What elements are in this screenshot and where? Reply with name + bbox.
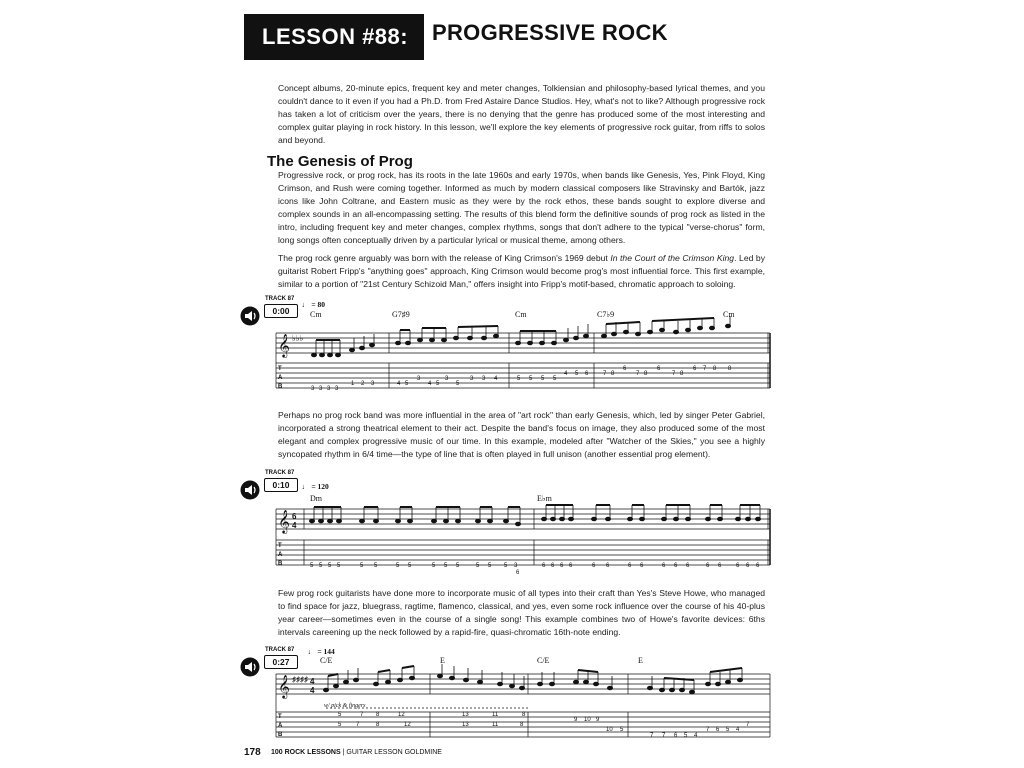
svg-text:𝄞: 𝄞: [278, 333, 290, 357]
svg-text:T: T: [278, 714, 282, 720]
svg-text:3: 3: [470, 376, 474, 382]
tempo-marking: ♩ = 80: [302, 300, 326, 309]
svg-text:7: 7: [703, 366, 707, 372]
svg-text:2: 2: [361, 381, 365, 387]
svg-text:5: 5: [408, 563, 412, 569]
svg-text:6: 6: [585, 371, 589, 377]
svg-text:6: 6: [674, 563, 678, 569]
svg-text:6: 6: [551, 563, 555, 569]
svg-text:4: 4: [494, 376, 498, 382]
svg-text:3: 3: [482, 376, 486, 382]
chord-symbol: E: [440, 656, 445, 665]
svg-text:5: 5: [360, 563, 364, 569]
page-number: 178: [244, 747, 261, 758]
para2-text-a: The prog rock genre arguably was born with the release of King Crimson's 1969 debut: [278, 253, 611, 263]
svg-text:7: 7: [746, 722, 750, 728]
lesson-title: PROGRESSIVE ROCK: [432, 20, 668, 45]
svg-text:6: 6: [560, 563, 564, 569]
svg-text:5: 5: [620, 727, 624, 733]
svg-text:5: 5: [405, 381, 409, 387]
svg-text:3: 3: [514, 563, 518, 569]
svg-text:6: 6: [736, 563, 740, 569]
series-name: GUITAR LESSON GOLDMINE: [346, 749, 442, 756]
svg-text:1: 1: [351, 381, 355, 387]
album-title: In the Court of the Crimson King: [610, 253, 735, 263]
svg-text:8: 8: [713, 366, 717, 372]
book-title: 100 ROCK LESSONS: [271, 749, 341, 756]
svg-text:5: 5: [488, 563, 492, 569]
svg-text:B: B: [278, 561, 283, 567]
svg-text:7: 7: [706, 727, 710, 733]
svg-text:6: 6: [569, 563, 573, 569]
svg-text:5: 5: [319, 563, 323, 569]
svg-text:13: 13: [462, 712, 469, 718]
track-label: TRACK 87: [265, 470, 295, 476]
tempo-marking: ♩ = 120: [302, 482, 329, 491]
svg-text:8: 8: [644, 371, 648, 377]
chord-symbol: C7♭9: [597, 310, 615, 319]
svg-text:5: 5: [529, 376, 533, 382]
svg-text:10: 10: [606, 727, 613, 733]
svg-text:4: 4: [694, 733, 698, 739]
svg-text:8: 8: [680, 371, 684, 377]
svg-text:7: 7: [636, 371, 640, 377]
svg-text:4: 4: [310, 686, 315, 695]
svg-text:5: 5: [432, 563, 436, 569]
svg-text:A: A: [278, 375, 283, 381]
svg-text:4: 4: [397, 381, 401, 387]
svg-text:11: 11: [492, 722, 499, 728]
svg-text:5: 5: [517, 376, 521, 382]
section-paragraph-1: Progressive rock, or prog rock, has its roots in the late 1960s and early 1970s, when bands like Genesis, Yes, Pink Floyd, King Crimson, and Rush were coming together. Informed as much by modern classical composers like Stravinsky and Bartók, jazz icons like John Coltrane, and Eastern music as they were by the rock ethos, these bands sought to explore diverse and complex sounds in an all-encompassing setting. The results of this blend form the definitive sounds of prog rock as listed in the intro, including frequent key and meter changes, complex rhythms, songs that don't adhere to the typical "verse-chorus" form, long songs often conceptually driven by a particular lyrical or musical theme, among others.: [278, 170, 765, 245]
svg-text:7: 7: [672, 371, 676, 377]
svg-text:9: 9: [574, 717, 578, 723]
svg-text:12: 12: [404, 722, 411, 728]
svg-text:8: 8: [728, 366, 732, 372]
svg-text:4: 4: [564, 371, 568, 377]
svg-text:5: 5: [553, 376, 557, 382]
svg-text:7: 7: [650, 733, 654, 739]
section-paragraph-3: Perhaps no prog rock band was more influential in the area of "art rock" than early Genesis, which, led by singer Peter Gabriel, incorporated a strong theatrical element to their act. Despite the band's focus on image, they also produced some of the most elegant and complex progressive music of our time. In this example, modeled after "Watcher of the Skies," you see a highly syncopated rhythm in 6/4 time—the type of line that is often played in full unison (another essential prog element).: [278, 410, 765, 459]
svg-text:B: B: [278, 384, 283, 390]
chord-symbol: Dm: [310, 494, 322, 503]
svg-text:5: 5: [310, 563, 314, 569]
chord-symbol: G7♯9: [392, 310, 410, 319]
section-paragraph-4: Few prog rock guitarists have done more to incorporate music of all types into their craft than Yes's Steve Howe, who managed to find space for jazz, bluegrass, ragtime, flamenco, classical, and yes, even some rock influence over the course of his 40-plus year career—sometimes even in the course of a single song! This example combines two of Howe's favorite devices: 6ths intervals careening up the neck followed by a rapid-fire, quasi-chromatic 16th-note ending.: [278, 588, 765, 637]
svg-text:T: T: [278, 366, 282, 372]
footer-separator: |: [342, 749, 345, 756]
track-time: 0:27: [264, 655, 298, 669]
svg-text:6: 6: [623, 366, 627, 372]
svg-text:6: 6: [686, 563, 690, 569]
svg-text:5: 5: [337, 563, 341, 569]
svg-text:3: 3: [371, 381, 375, 387]
svg-text:𝄞: 𝄞: [278, 509, 290, 533]
chord-symbol: E: [638, 656, 643, 665]
svg-text:5: 5: [504, 563, 508, 569]
svg-text:6: 6: [693, 366, 697, 372]
chord-symbol: Cm: [310, 310, 322, 319]
svg-text:6: 6: [606, 563, 610, 569]
svg-text:3: 3: [335, 386, 339, 392]
svg-text:4: 4: [428, 381, 432, 387]
svg-text:13: 13: [462, 722, 469, 728]
technique-note: w/ pick & fingers: [324, 703, 366, 709]
svg-text:5: 5: [338, 722, 342, 728]
svg-text:8: 8: [611, 371, 615, 377]
svg-text:10: 10: [584, 717, 591, 723]
track-time: 0:10: [264, 478, 298, 492]
svg-text:3: 3: [445, 376, 449, 382]
svg-text:𝄞: 𝄞: [278, 674, 290, 698]
svg-text:5: 5: [575, 371, 579, 377]
svg-text:7: 7: [603, 371, 607, 377]
svg-text:8: 8: [522, 712, 526, 718]
svg-text:6: 6: [592, 563, 596, 569]
svg-text:5: 5: [338, 712, 342, 718]
intro-paragraph: Concept albums, 20-minute epics, frequent key and meter changes, Tolkiensian and philosophy-based lyrical themes, and you couldn't dance to it even if you had a Ph.D. from Fred Astaire Dance Studios. Hey, what's not to like? Although progressive rock has taken a lot of criticism over the years, there is no denying that the genre has produced some of the most interesting and complex guitar playing in rock history. In this lesson, we'll explore the key elements of progressive rock guitar, from riffs to solos and beyond.: [278, 83, 765, 145]
tempo-marking: ♩ = 144: [308, 647, 335, 656]
para2-text-b: . Led by guitarist Robert Fripp's "anything goes" approach, King Crimson would become prog's most influential force. This first example, similar to a portion of "21st Century Schizoid Man," offers insight into Fripp's motif-based, chromatic approach to soloing.: [278, 253, 766, 289]
svg-text:6: 6: [516, 570, 520, 576]
svg-text:5: 5: [684, 733, 688, 739]
chord-symbol: Cm: [723, 310, 735, 319]
svg-text:3: 3: [311, 386, 315, 392]
svg-text:5: 5: [476, 563, 480, 569]
svg-text:6: 6: [716, 727, 720, 733]
svg-text:6: 6: [640, 563, 644, 569]
svg-text:5: 5: [456, 563, 460, 569]
svg-text:4: 4: [310, 677, 315, 686]
track-time: 0:00: [264, 304, 298, 318]
svg-text:6: 6: [746, 563, 750, 569]
svg-text:6: 6: [657, 366, 661, 372]
svg-text:12: 12: [398, 712, 405, 718]
svg-text:5: 5: [456, 381, 460, 387]
svg-text:5: 5: [396, 563, 400, 569]
chord-symbol: C/E: [320, 656, 333, 665]
svg-text:3: 3: [417, 376, 421, 382]
svg-text:5: 5: [374, 563, 378, 569]
track-label: TRACK 87: [265, 647, 295, 653]
svg-text:3: 3: [319, 386, 323, 392]
svg-text:5: 5: [726, 727, 730, 733]
svg-text:6: 6: [718, 563, 722, 569]
svg-text:4: 4: [292, 521, 297, 530]
svg-text:6: 6: [706, 563, 710, 569]
track-label: TRACK 87: [265, 296, 295, 302]
svg-text:11: 11: [492, 712, 499, 718]
chord-symbol: E♭m: [537, 494, 552, 503]
svg-text:6: 6: [662, 563, 666, 569]
chord-symbol: C/E: [537, 656, 550, 665]
svg-text:8: 8: [376, 722, 380, 728]
svg-text:5: 5: [444, 563, 448, 569]
svg-text:6: 6: [542, 563, 546, 569]
svg-text:5: 5: [328, 563, 332, 569]
svg-text:9: 9: [596, 717, 600, 723]
svg-text:3: 3: [327, 386, 331, 392]
chord-symbol: Cm: [515, 310, 527, 319]
svg-text:4: 4: [736, 727, 740, 733]
svg-text:8: 8: [376, 712, 380, 718]
svg-text:6: 6: [756, 563, 760, 569]
lesson-number: LESSON #88:: [262, 24, 409, 49]
svg-text:A: A: [278, 723, 283, 729]
section-heading: The Genesis of Prog: [267, 153, 413, 170]
svg-text:5: 5: [541, 376, 545, 382]
svg-text:♯♯♯♯: ♯♯♯♯: [292, 675, 308, 684]
svg-text:T: T: [278, 543, 282, 549]
svg-text:B: B: [278, 732, 283, 738]
svg-text:6: 6: [674, 733, 678, 739]
footer-book-info: [271, 749, 442, 756]
svg-text:6: 6: [628, 563, 632, 569]
svg-text:A: A: [278, 552, 283, 558]
svg-text:6: 6: [292, 512, 297, 521]
svg-text:7: 7: [662, 733, 666, 739]
svg-text:5: 5: [436, 381, 440, 387]
svg-text:8: 8: [520, 722, 524, 728]
svg-text:♭♭♭: ♭♭♭: [292, 334, 304, 343]
svg-text:7: 7: [356, 722, 360, 728]
svg-text:7: 7: [360, 712, 364, 718]
